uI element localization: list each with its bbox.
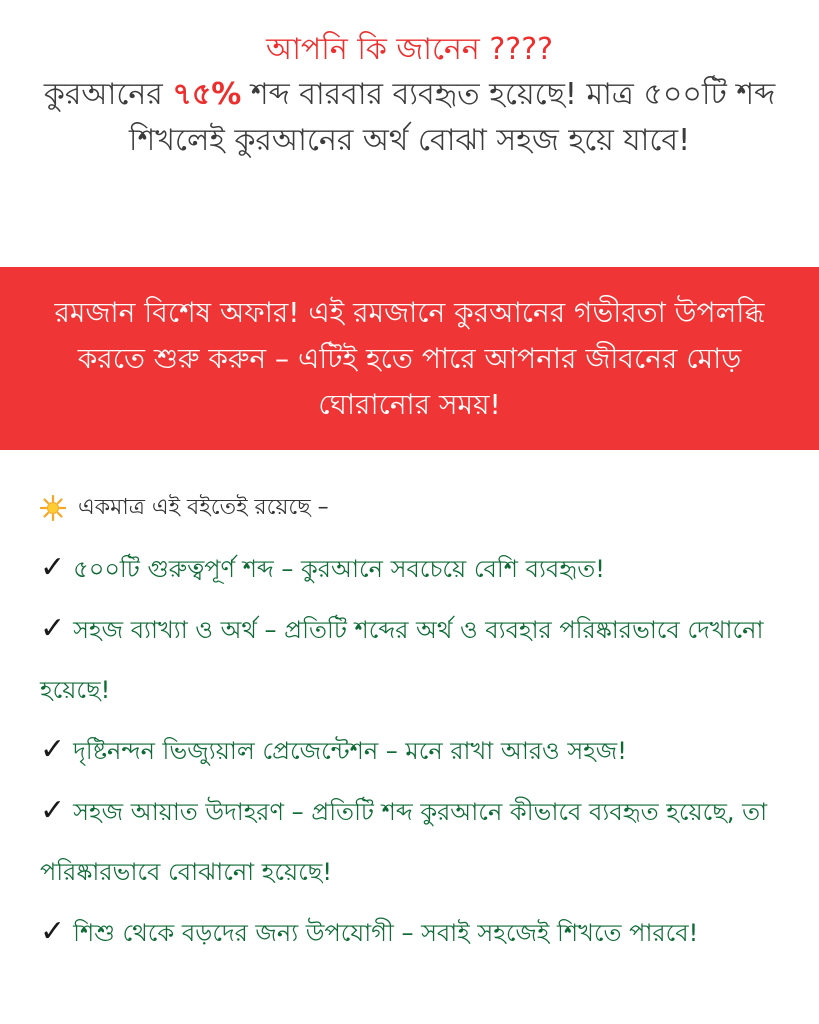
checkmark-icon: ✓: [40, 611, 66, 646]
feature-item-text: ৫০০টি গুরুত্বপূর্ণ শব্দ – কুরআনে সবচেয়ে বেশি ব্যবহৃত!: [73, 555, 605, 583]
intro-text: [40, 72, 780, 164]
feature-item: [40, 538, 800, 599]
checkmark-icon: ✓: [40, 550, 66, 585]
intro-text-end: শব্দ বারবার ব্যবহৃত হয়েছে! মাত্র ৫০০টি শব্দ শিখলেই কুরআনের অর্থ বোঝা সহজ হয়ে যাবে!: [128, 77, 776, 158]
feature-item-text: দৃষ্টিনন্দন ভিজ্যুয়াল প্রেজেন্টেশন – মনে রাখা আরও সহজ!: [73, 737, 627, 765]
feature-item-text: সহজ ব্যাখ্যা ও অর্থ – প্রতিটি শব্দের অর্থ ও ব্যবহার পরিষ্কারভাবে দেখানো হয়েছে!: [40, 616, 764, 704]
percentage-highlight: ৭৫%: [172, 77, 242, 112]
feature-item: [40, 781, 800, 902]
question-heading: আপনি কি জানেন ????: [265, 32, 554, 67]
checkmark-icon: ✓: [40, 793, 66, 828]
feature-list: [40, 490, 800, 963]
feature-lead: [40, 490, 800, 526]
feature-lead-text: একমাত্র এই বইতেই রয়েছে –: [78, 495, 329, 520]
star-icon: [40, 495, 66, 521]
feature-item: [40, 720, 800, 781]
offer-banner: [0, 267, 819, 450]
offer-banner-text: রমজান বিশেষ অফার! এই রমজানে কুরআনের গভীরতা উপলব্ধি করতে শুরু করুন – এটিই হতে পারে আপনার জীবনের মোড় ঘোরানোর সময়!: [54, 295, 765, 421]
intro-text-start: কুরআনের: [43, 77, 173, 112]
feature-item-text: সহজ আয়াত উদাহরণ – প্রতিটি শব্দ কুরআনে কীভাবে ব্যবহৃত হয়েছে, তা পরিষ্কারভাবে বোঝানো হয়েছে!: [40, 798, 768, 886]
feature-item: [40, 902, 800, 963]
checkmark-icon: ✓: [40, 914, 66, 949]
intro-section: [0, 0, 819, 164]
feature-item: [40, 599, 800, 720]
checkmark-icon: ✓: [40, 732, 66, 767]
feature-item-text: শিশু থেকে বড়দের জন্য উপযোগী – সবাই সহজেই শিখতে পারবে!: [73, 919, 699, 947]
